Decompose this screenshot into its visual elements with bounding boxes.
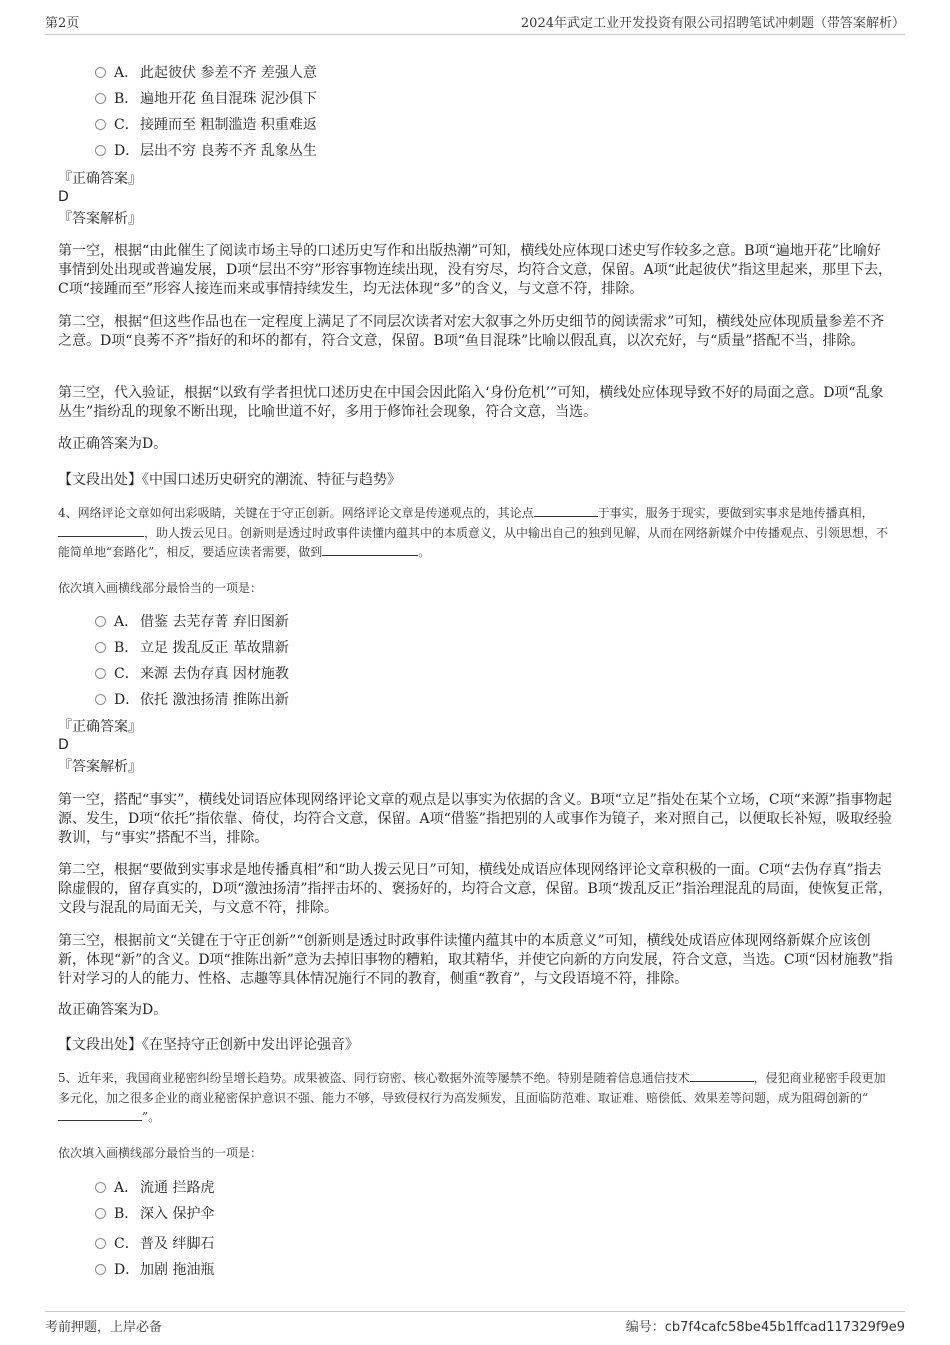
blank[interactable] (58, 1108, 142, 1121)
radio-icon[interactable] (95, 119, 106, 130)
q3-answer-label: 『正确答案』 (58, 171, 142, 187)
q3-option-b[interactable]: B． 遍地开花 鱼目混珠 泥沙俱下 (95, 89, 317, 109)
blank[interactable] (690, 1069, 754, 1082)
radio-icon[interactable] (95, 694, 106, 705)
document-title: 2024年武定工业开发投资有限公司招聘笔试冲刺题（带答案解析） (520, 16, 905, 31)
radio-icon[interactable] (95, 642, 106, 653)
radio-icon[interactable] (95, 93, 106, 104)
document-code: 编号：cb7f4cafc58be45b1ffcad117329f9e9 (625, 1320, 905, 1335)
q4-analysis-label: 『答案解析』 (58, 759, 142, 775)
q4-option-a[interactable]: A． 借鉴 去芜存菁 弃旧图新 (95, 612, 289, 632)
q4-analysis-para-3: 第三空，根据前文“关键在于守正创新”“创新则是透过时政事件读懂内蕴其中的本质意义”可知，横线处成语应体现网络新媒介应该创新，体现“新”的含义。D项“推陈出新”意为去掉旧事物的糟粕，取其精华，并使它向新的方向发展，符合文意，当选。C项“因材施教”指针对学习的人的能力、性格、志趣等具体情况施行不同的教育，侧重“教育”，与文段语境不符，排除。 (58, 933, 893, 987)
q5-option-a[interactable]: A． 流通 拦路虎 (95, 1178, 214, 1198)
footer-slogan: 考前押题，上岸必备 (45, 1320, 163, 1335)
page-header (45, 12, 905, 35)
q3-option-c[interactable]: C．接踵而至 粗制滥造 积重难返 (95, 115, 317, 135)
q4-prompt: 依次填入画横线部分最恰当的一项是： (58, 581, 263, 595)
radio-icon[interactable] (95, 668, 106, 679)
radio-icon[interactable] (95, 145, 106, 156)
q4-source: 【文段出处】《在坚持守正创新中发出评论强音》 (58, 1037, 359, 1053)
q3-analysis-para-2: 第二空，根据“但这些作品也在一定程度上满足了不同层次读者对宏大叙事之外历史细节的阅读需求”可知，横线处应体现质量参差不齐之意。D项“良莠不齐”指好的和坏的都有，符合文意，保留。B项“鱼目混珠”比喻以假乱真，以次充好，与“质量”搭配不当，排除。 (58, 314, 885, 349)
q4-answer: D (58, 737, 69, 753)
q4-answer-label: 『正确答案』 (58, 719, 142, 735)
q4-option-c[interactable]: C．来源 去伪存真 因材施教 (95, 664, 289, 684)
q3-option-d[interactable]: D．层出不穷 良莠不齐 乱象丛生 (95, 141, 317, 161)
q3-answer: D (58, 189, 69, 205)
q5-stem: 5、近年来，我国商业秘密纠纷呈增长趋势。成果被盗、同行窃密、核心数据外流等屡禁不绝。特别是随着信息通信技术 ，侵犯商业秘密手段更加多元化，加之很多企业的商业秘密保护意识不强、能力不够，导致侵权行为高发频发，且面临防范难、取证难、赔偿低、效果差等问题，成为阻碍创新的“”。 (58, 1071, 886, 1124)
blank[interactable] (58, 524, 144, 537)
radio-icon[interactable] (95, 1182, 106, 1193)
q5-option-b[interactable]: B． 深入 保护伞 (95, 1204, 214, 1224)
q4-analysis-para-1: 第一空，搭配“事实”，横线处词语应体现网络评论文章的观点是以事实为依据的含义。B项“立足”指处在某个立场，C项“来源”指事物起源、发生，D项“依托”指依靠、倚仗，均符合文意，保留。A项“借鉴”指把别的人或事作为镜子，来对照自己，以便取长补短，吸取经验教训，与“事实”搭配不当，排除。 (58, 792, 892, 846)
radio-icon[interactable] (95, 1208, 106, 1219)
q3-analysis-label: 『答案解析』 (58, 211, 142, 227)
q4-analysis-para-2: 第二空，根据“要做到实事求是地传播真相”和“助人拨云见日”可知，横线处成语应体现网络评论文章积极的一面。C项“去伪存真”指去除虚假的，留存真实的，D项“激浊扬清”指抨击坏的、褒扬好的，均符合文意，保留。B项“拨乱反正”指治理混乱的局面，使恢复正常，文段与混乱的局面无关，与文意不符，排除。 (58, 862, 893, 916)
q3-analysis-para-3: 第三空，代入验证，根据“以致有学者担忧口述历史在中国会因此陷入‘身份危机’”可知，横线处应体现导致不好的局面之意。D项“乱象丛生”指纷乱的现象不断出现，比喻世道不好，多用于修饰社会现象，符合文意，当选。 (58, 385, 884, 420)
radio-icon[interactable] (95, 616, 106, 627)
page-footer (45, 1311, 905, 1339)
q3-conclusion: 故正确答案为D。 (58, 436, 168, 452)
q3-source: 【文段出处】《中国口述历史研究的潮流、特征与趋势》 (58, 472, 401, 488)
q5-option-d[interactable]: D．加剧 拖油瓶 (95, 1260, 214, 1280)
q3-option-a[interactable]: A． 此起彼伏 参差不齐 差强人意 (95, 63, 317, 83)
q4-option-b[interactable]: B． 立足 拨乱反正 革故鼎新 (95, 638, 289, 658)
q3-analysis-para-1: 第一空，根据“由此催生了阅读市场主导的口述历史写作和出版热潮”可知，横线处应体现口述史写作较多之意。B项“遍地开花”比喻好事情到处出现或普遍发展，D项“层出不穷”形容事物连续出现，没有穷尽，均符合文意，保留。A项“此起彼伏”指这里起来，那里下去，C项“接踵而至”形容人接连而来或事情持续发生，均无法体现“多”的含义，与文意不符，排除。 (58, 243, 892, 297)
q4-stem: 4、网络评论文章如何出彩吸睛，关键在于守正创新。网络评论文章是传递观点的，其论点 于事实，服务于现实，要做到实事求是地传播真相，，助人拨云见日。创新则是透过时政事件读懂内蕴其中的本质意义，从中输出自己的独到见解，从而在网络新媒介中传播观点、引领思想，不能简单地“套路化”，相反，要适应读者需要，做到 。 (58, 506, 889, 559)
q4-option-d[interactable]: D．依托 激浊扬清 推陈出新 (95, 690, 289, 710)
radio-icon[interactable] (95, 67, 106, 78)
q4-conclusion: 故正确答案为D。 (58, 1002, 168, 1018)
q5-prompt: 依次填入画横线部分最恰当的一项是： (58, 1146, 263, 1160)
radio-icon[interactable] (95, 1238, 106, 1249)
blank[interactable] (534, 504, 598, 517)
page-number: 第2页 (45, 16, 80, 31)
blank[interactable] (322, 543, 418, 556)
radio-icon[interactable] (95, 1264, 106, 1275)
q5-option-c[interactable]: C．普及 绊脚石 (95, 1234, 214, 1254)
